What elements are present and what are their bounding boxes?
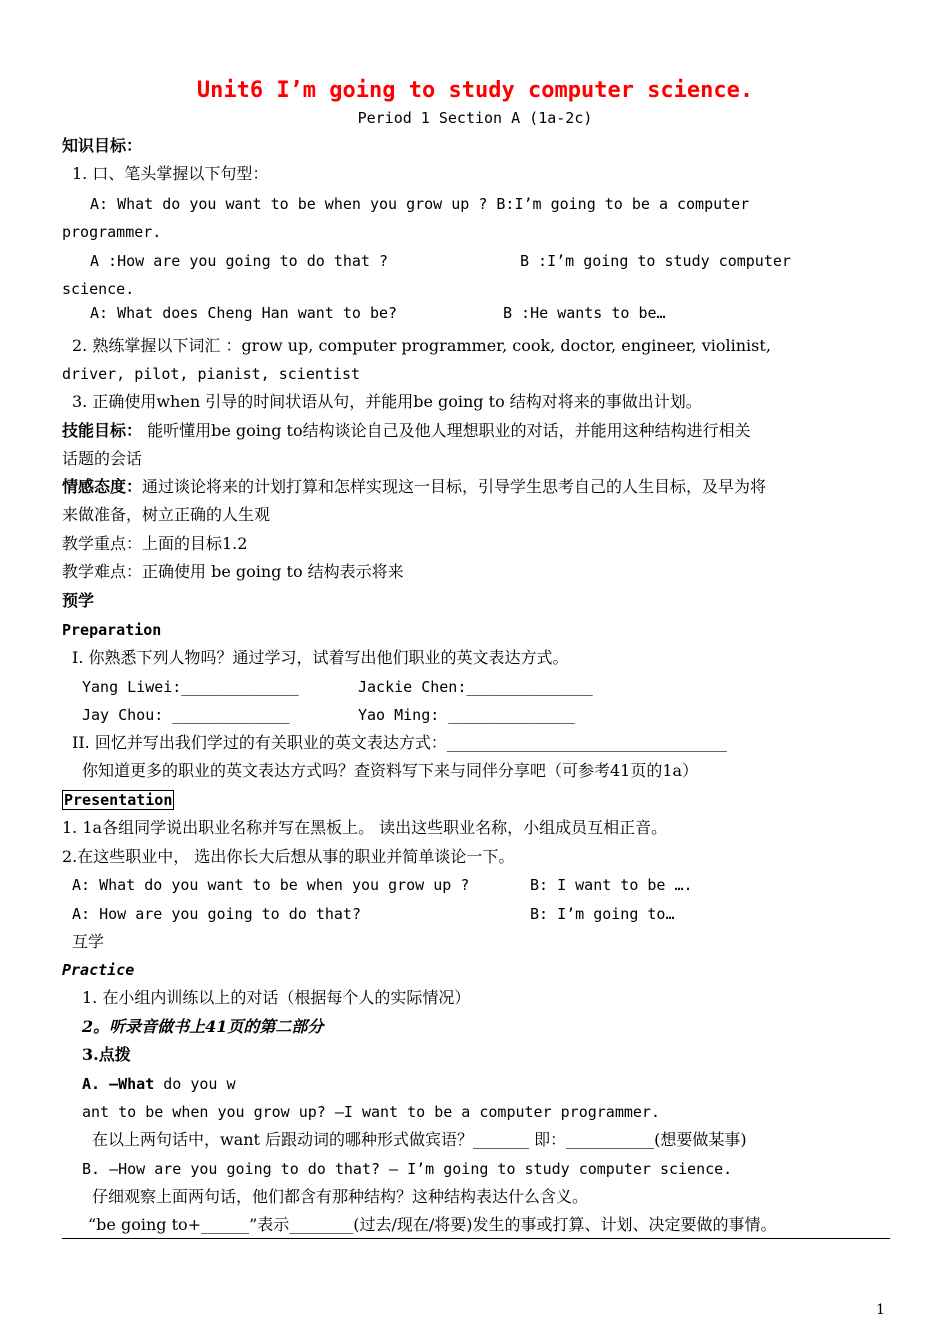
presentation-item-2: 2.在这些职业中， 选出你长大后想从事的职业并简单谈论一下。 bbox=[62, 847, 515, 866]
point-a-label: A. –What bbox=[82, 1075, 155, 1093]
page-subtitle: Period 1 Section A (1a-2c) bbox=[357, 109, 593, 127]
person-yao-ming: Yao Ming: ______________ bbox=[358, 706, 575, 724]
footer-divider bbox=[62, 1238, 890, 1239]
page-number: 1 bbox=[876, 1302, 885, 1318]
dialogue-line-2b: B: I’m going to… bbox=[530, 905, 675, 923]
dialogue-line-2a: A: How are you going to do that? bbox=[72, 905, 361, 923]
sentence-pattern-3a: A: What does Cheng Han want to be? bbox=[90, 304, 398, 322]
sentence-pattern-2b: B :I’m going to study computer bbox=[520, 252, 791, 270]
presentation-heading-text: Presentation bbox=[64, 791, 173, 809]
knowledge-item-3: 3. 正确使用when 引导的时间状语从句，并能用be going to 结构对将来的事做出计划。 bbox=[72, 392, 702, 411]
person-jackie-chen: Jackie Chen:______________ bbox=[358, 678, 593, 696]
practice-heading: Practice bbox=[62, 961, 135, 979]
knowledge-item-2: 2. 熟练掌握以下词汇 ：grow up, computer programmer, cook, doctor, engineer, violinist, bbox=[72, 336, 771, 355]
preview-heading: 预学 bbox=[62, 591, 95, 610]
point-b: B. –How are you going to do that? – I’m going to study computer science. bbox=[82, 1160, 733, 1178]
point-a bbox=[82, 1074, 236, 1094]
knowledge-item-1: 1. 口、笔头掌握以下句型： bbox=[72, 164, 269, 183]
emotion-text: 通过谈论将来的计划打算和怎样实现这一目标，引导学生思考自己的人生目标，及早为将 bbox=[142, 477, 767, 496]
skill-goal bbox=[62, 421, 751, 441]
sentence-pattern-2-cont: science. bbox=[62, 280, 135, 298]
preparation-item-1: I. 你熟悉下列人物吗？通过学习，试着写出他们职业的英文表达方式。 bbox=[72, 648, 569, 667]
skill-text-cont: 话题的会话 bbox=[62, 449, 143, 468]
practice-item-3: 3.点拨 bbox=[82, 1045, 131, 1064]
preparation-item-3: 你知道更多的职业的英文表达方式吗？查资料写下来与同伴分享吧（可参考41页的1a） bbox=[82, 761, 699, 780]
preparation-item-2: II. 回忆并写出我们学过的有关职业的英文表达方式：___________________________________ bbox=[72, 733, 727, 752]
presentation-heading bbox=[62, 790, 174, 810]
sentence-pattern-1: A: What do you want to be when you grow up ? B:I’m going to be a computer bbox=[90, 195, 750, 213]
preparation-heading: Preparation bbox=[62, 621, 162, 639]
dialogue-line-1a: A: What do you want to be when you grow up ? bbox=[72, 876, 470, 894]
point-b-question: 仔细观察上面两句话，他们都含有那种结构？这种结构表达什么含义。 bbox=[92, 1187, 589, 1206]
point-a-cont: ant to be when you grow up? –I want to be a computer programmer. bbox=[82, 1103, 660, 1121]
knowledge-heading: 知识目标： bbox=[62, 136, 143, 155]
practice-item-1: 1. 在小组内训练以上的对话（根据每个人的实际情况） bbox=[82, 988, 471, 1007]
skill-text: 能听懂用be going to结构谈论自己及他人理想职业的对话，并能用这种结构进行相关 bbox=[142, 421, 751, 440]
sentence-pattern-1-cont: programmer. bbox=[62, 223, 162, 241]
difficult-point: 教学难点：正确使用 be going to 结构表示将来 bbox=[62, 562, 404, 581]
person-jay-chou: Jay Chou: _____________ bbox=[82, 706, 290, 724]
practice-item-2: 2。听录音做书上41页的第二部分 bbox=[82, 1017, 324, 1036]
emotion-heading: 情感态度： bbox=[62, 477, 143, 496]
key-point: 教学重点：上面的目标1.2 bbox=[62, 534, 248, 553]
page-title: Unit6 I’m going to study computer science. bbox=[196, 78, 754, 103]
person-yang-liwei: Yang Liwei:_____________ bbox=[82, 678, 299, 696]
presentation-item-1: 1. 1a各组同学说出职业名称并写在黑板上。 读出这些职业名称，小组成员互相正音。 bbox=[62, 818, 668, 837]
mutual-heading: 互学 bbox=[72, 932, 105, 951]
point-b-fill: “be going to+______”表示________(过去/现在/将要)发生的事或打算、计划、决定要做的事情。 bbox=[88, 1215, 777, 1234]
sentence-pattern-2a: A :How are you going to do that ? bbox=[90, 252, 389, 270]
skill-heading: 技能目标： bbox=[62, 421, 143, 440]
emotion-text-cont: 来做准备，树立正确的人生观 bbox=[62, 505, 271, 524]
point-a-question: 在以上两句话中，want 后跟动词的哪种形式做宾语？_______ 即：___________(想要做某事) bbox=[92, 1130, 747, 1149]
sentence-pattern-3b: B :He wants to be… bbox=[503, 304, 666, 322]
point-a-rest: do you w bbox=[154, 1075, 236, 1093]
dialogue-line-1b: B: I want to be …. bbox=[530, 876, 693, 894]
emotion-goal bbox=[62, 477, 766, 497]
knowledge-item-2-cont: driver, pilot, pianist, scientist bbox=[62, 365, 361, 383]
